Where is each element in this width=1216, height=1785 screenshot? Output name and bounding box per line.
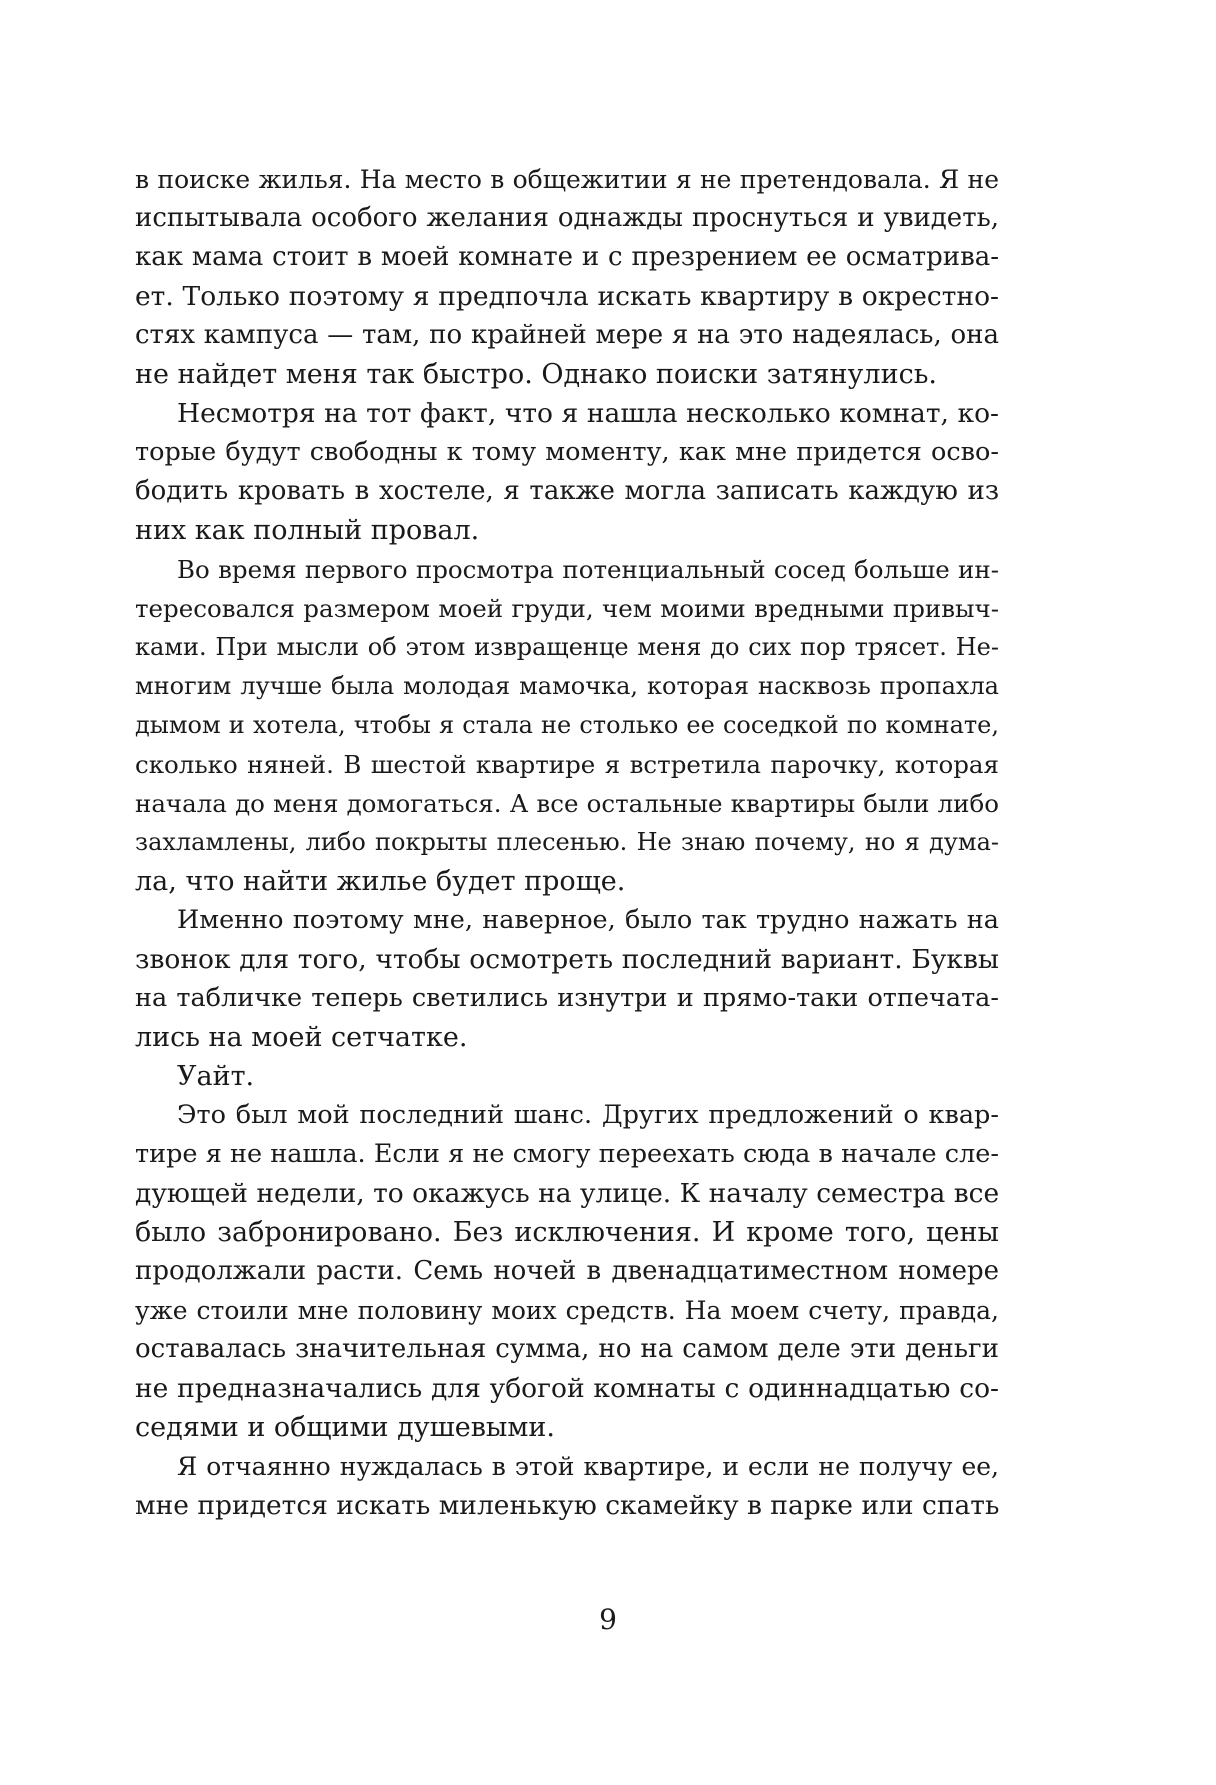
text-line: Я отчаянно нуждалась в этой квартире, и если не получу ее, — [177, 1452, 999, 1481]
text-line: ет. Только поэтому я предпочла искать квартиру в окрестно- — [135, 281, 999, 312]
text-line: было забронировано. Без исключения. И кроме того, цены — [135, 1217, 999, 1248]
text-line: оставалась значительная сумма, но на самом деле эти деньги — [135, 1334, 999, 1364]
paragraph — [135, 550, 999, 901]
paragraph — [135, 901, 999, 1057]
paragraph — [135, 1096, 999, 1447]
text-line: звонок для того, чтобы осмотреть последний вариант. Буквы — [135, 944, 999, 975]
text-line: сколько няней. В шестой квартире я встретила парочку, которая — [135, 750, 999, 779]
text-line: тересовался размером моей груди, чем моими вредными привыч- — [135, 594, 999, 623]
text-line: мне придется искать миленькую скамейку в парке или спать — [135, 1490, 1000, 1521]
paragraph — [135, 1447, 999, 1525]
text-line: испытывала особого желания однажды проснуться и увидеть, — [135, 203, 999, 233]
text-line: уже стоили мне половину моих средств. На моем счету, правда, — [135, 1296, 999, 1325]
text-line: Несмотря на тот факт, что я нашла несколько комнат, ко- — [177, 398, 999, 429]
paragraph — [135, 160, 999, 394]
text-line: Уайт. — [177, 1061, 255, 1092]
text-line: седями и общими душевыми. — [135, 1412, 555, 1443]
text-line: не найдет меня так быстро. Однако поиски затянулись. — [135, 359, 937, 390]
text-line: дымом и хотела, чтобы я стала не столько ее соседкой по комнате, — [135, 711, 999, 739]
text-line: лись на моей сетчатке. — [135, 1022, 468, 1053]
text-line: Во время первого просмотра потенциальный сосед больше ин- — [177, 555, 999, 584]
text-line: многим лучше была молодая мамочка, которая насквозь пропахла — [135, 672, 999, 700]
text-line: дующей недели, то окажусь на улице. К началу семестра все — [135, 1178, 1000, 1209]
body-text — [135, 160, 999, 1525]
text-line: на табличке теперь светились изнутри и прямо-таки отпечата- — [135, 983, 999, 1013]
text-line: в поиске жилья. На место в общежитии я не претендовала. Я не — [135, 165, 999, 194]
text-line: ками. При мысли об этом извращенце меня до сих пор трясет. Не- — [135, 633, 999, 661]
text-line: ла, что найти жилье будет проще. — [135, 866, 626, 897]
text-line: продолжали расти. Семь ночей в двенадцатиместном номере — [135, 1256, 999, 1286]
text-line: бодить кровать в хостеле, я также могла записать каждую из — [135, 476, 999, 506]
text-line: Именно поэтому мне, наверное, было так трудно нажать на — [177, 905, 999, 935]
text-line: начала до меня домогаться. А все остальные квартиры были либо — [135, 789, 999, 818]
text-line: стях кампуса — там, по крайней мере я на это надеялась, она — [135, 320, 999, 350]
text-line: захламлены, либо покрыты плесенью. Не знаю почему, но я дума- — [135, 828, 999, 856]
text-line: Это был мой последний шанс. Других предложений о квар- — [177, 1100, 999, 1130]
text-line: не предназначались для убогой комнаты с одиннадцатью со- — [135, 1373, 999, 1404]
text-line: торые будут свободны к тому моменту, как мне придется осво- — [135, 437, 999, 467]
text-line: них как полный провал. — [135, 515, 480, 546]
paragraph — [135, 1057, 999, 1096]
text-line: тире я не нашла. Если я не смогу переехать сюда в начале сле- — [135, 1139, 999, 1169]
page-number: 9 — [599, 1603, 617, 1636]
text-line: как мама стоит в моей комнате и с презрением ее осматрива- — [135, 242, 999, 272]
paragraph — [135, 394, 999, 550]
